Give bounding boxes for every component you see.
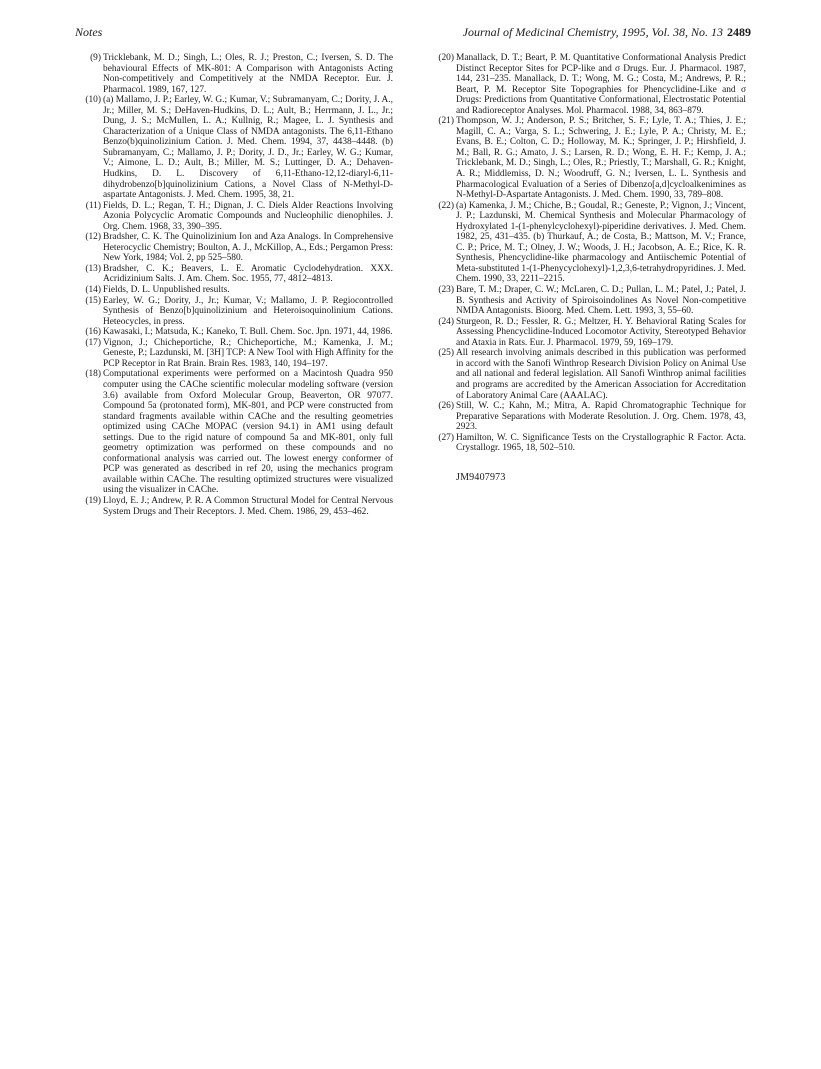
- reference-text: Fields, D. L. Unpublished results.: [103, 285, 230, 296]
- section-label: Notes: [75, 25, 103, 39]
- reference-text: Sturgeon, R. D.; Fessler, R. G.; Meltzer, H. Y. Behavioral Rating Scales for Assessing Phencyclidine-Induced Locomotor Activity, Stereotyped Behavior and Ataxia in Rats. Eur. J. Pharmacol. 1979, 59, 169–179.: [456, 316, 746, 348]
- running-header: [463, 25, 751, 40]
- reference-item: [75, 496, 393, 517]
- reference-number: (10): [85, 95, 101, 106]
- reference-item: [75, 296, 393, 328]
- reference-number: (24): [438, 316, 454, 327]
- reference-number: (11): [85, 200, 101, 211]
- reference-item: [428, 285, 746, 317]
- reference-item: [75, 95, 393, 200]
- reference-number: (23): [438, 285, 454, 296]
- reference-text: Earley, W. G.; Dority, J., Jr.; Kumar, V.; Mallamo, J. P. Regiocontrolled Synthesis of Benzo[b]quinolizinium and Heteroisoquinolinium Cations. Heteocycles, in press.: [103, 295, 393, 327]
- reference-item: [428, 201, 746, 285]
- reference-item: [428, 317, 746, 349]
- reference-text: Fields, D. L.; Regan, T. H.; Dignan, J. C. Diels Alder Reactions Involving Azonia Polycyclic Aromatic Compounds and Nucleophilic dienophiles. J. Org. Chem. 1968, 33, 390–395.: [103, 200, 393, 232]
- reference-number: (18): [85, 369, 101, 380]
- reference-number: (19): [85, 495, 101, 506]
- reference-number: (25): [438, 348, 454, 359]
- reference-item: [75, 327, 393, 338]
- reference-item: [75, 285, 393, 296]
- reference-text: (a) Kamenka, J. M.; Chiche, B.; Goudal, R.; Geneste, P.; Vignon, J.; Vincent, J. P.; Lazdunski, M. Chemical Synthesis and Molecular Pharmacology of Hydroxylated 1-(1-phenylcyclohexyl)-piperidine derivatives. J. Med. Chem. 1982, 25, 431–435. (b) Thurkauf, A.; de Costa, B.; Mattson, M. V.; France, C. P.; Price, M. T.; Olney, J. W.; Woods, J. H.; Jacobson, A. E.; Rice, K. R. Synthesis, Phencyclidine-like pharmacology and Antiischemic Potential of Meta-substituted 1-(1-Phenycyclohexyl)-1,2,3,6-tetrahydropyridines. J. Med. Chem. 1990, 33, 2211–2215.: [456, 200, 746, 285]
- reference-number: (27): [438, 432, 454, 443]
- reference-text: Bradsher, C. K. The Quinolizinium Ion and Aza Analogs. In Comprehensive Heterocyclic Chemistry; Boulton, A. J., McKillop, A., Eds.; Pergamon Press: New York, 1984; Vol. 2, pp 525–580.: [103, 232, 393, 264]
- reference-item: [75, 338, 393, 370]
- page-number: 2489: [727, 25, 751, 39]
- reference-text: Hamilton, W. C. Significance Tests on the Crystallographic R Factor. Acta. Crystallogr. 1965, 18, 502–510.: [456, 432, 746, 454]
- journal-citation: Journal of Medicinal Chemistry, 1995, Vol. 38, No. 13: [462, 25, 723, 39]
- reference-number: (9): [90, 53, 101, 63]
- reference-number: (12): [85, 232, 101, 243]
- manuscript-code: JM9407973: [456, 471, 506, 483]
- reference-number: (22): [438, 200, 454, 211]
- references-left-column: [75, 53, 393, 517]
- reference-number: (16): [85, 327, 101, 338]
- reference-item: [428, 433, 746, 454]
- reference-item: [75, 232, 393, 264]
- reference-item: [75, 264, 393, 285]
- reference-text: Tricklebank, M. D.; Singh, L.; Oles, R. J.; Preston, C.; Iversen, S. D. The behavioural Effects of MK-801: A Comparison with Antagonists Acting Non-competitively and Competitively at the NMDA Receptor. Eur. J. Pharmacol. 1989, 167, 127.: [103, 53, 393, 95]
- reference-text: (a) Mallamo, J. P.; Earley, W. G.; Kumar, V.; Subramanyam, C.; Dority, J. A., Jr.; Miller, M. S.; DeHaven-Hudkins, D. L.; Ault, B.; Herrmann, J. L., Jr.; Dung, J. S.; McMullen, L. A.; Kullnig, R.; Magee, L. J. Synthesis and Characterization of a Unique Class of NMDA antagonists. The 6,11-Ethano Benzo(b)quinolizinium Cation. J. Med. Chem. 1994, 37, 4438–4448. (b) Subramanyam, C.; Mallamo, J. P.; Dority, J. D., Jr.; Earley, W. G.; Kumar, V.; Aimone, L. D.; Ault, B.; Miller, M. S.; Luttinger, D. A.; Dehaven-Hudkins, D. L. Discovery of 6,11-Ethano-12,12-diaryl-6,11-dihydrobenzo[b]quinolizinium Cations, a Novel Class of N-Methyl-D-aspartate Antagonists. J. Med. Chem. 1995, 38, 21.: [103, 95, 393, 201]
- reference-number: (21): [438, 116, 454, 127]
- reference-number: (20): [438, 53, 454, 63]
- references-right-column: [428, 53, 746, 483]
- reference-text: Bare, T. M.; Draper, C. W.; McLaren, C. D.; Pullan, L. M.; Patel, J.; Patel, J. B. Synthesis and Activity of Spiroisoindolines As Novel Non-competitive NMDA Antagonists. Bioorg. Med. Chem. Lett. 1993, 3, 55–60.: [456, 285, 746, 317]
- reference-item: [75, 201, 393, 233]
- reference-text: Computational experiments were performed on a Macintosh Quadra 950 computer using the CAChe scientific molecular modeling software (version 3.6) available from Oxford Molecular Group, Beaverton, OR 97077. Compound 5a (protonated form), MK-801, and PCP were constructed from standard fragments available within CAChe and the resulting geometries optimized using CAChe MOPAC (version 94.1) in AM1 using default settings. Due to the rigid nature of compound 5a and MK-801, only full geometry optimization was performed on these compounds and no conformational analysis was carried out. The lowest energy conformer of PCP was generated as described in ref 20, using the mechanics program available within CAChe. The resulting optimized structures were visualized using the visualizer in CAChe.: [103, 369, 393, 496]
- reference-text: All research involving animals described in this publication was performed in accord with the Sanofi Winthrop Research Division Policy on Animal Use and all national and federal legislation. All Sanofi Winthrop animal facilities and programs are accredited by the American Association for Accreditation of Laboratory Animal Care (AAALAC).: [456, 348, 746, 401]
- reference-number: (17): [85, 337, 101, 348]
- reference-item: [428, 53, 746, 116]
- reference-text: Manallack, D. T.; Beart, P. M. Quantitative Conformational Analysis Predict Distinct Receptor Sites for PCP-like and σ Drugs. Eur. J. Pharmacol. 1987, 144, 231–235. Manallack, D. T.; Wong, M. G.; Costa, M.; Andrews, P. R.; Beart, P. M. Receptor Site Topographies for Phencyclidine-Like and σ Drugs: Predictions from Quantitative Conformational, Electrostatic Potential and Radioreceptor Analyses. Mol. Pharmacol. 1988, 34, 863–879.: [456, 53, 746, 116]
- reference-number: (15): [85, 295, 101, 306]
- reference-text: Kawasaki, I.; Matsuda, K.; Kaneko, T. Bull. Chem. Soc. Jpn. 1971, 44, 1986.: [103, 327, 393, 338]
- reference-text: Bradsher, C. K.; Beavers, L. E. Aromatic Cyclodehydration. XXX. Acridizinium Salts. J. Am. Chem. Soc. 1955, 77, 4812–4813.: [103, 263, 393, 285]
- reference-number: (14): [85, 285, 101, 296]
- reference-text: Vignon, J.; Chicheportiche, R.; Chicheportiche, M.; Kamenka, J. M.; Geneste, P.; Lazdunski, M. [3H] TCP: A New Tool with High Affinity for the PCP Receptor in Rat Brain. Brain Res. 1983, 140, 194–197.: [103, 337, 393, 369]
- reference-number: (13): [85, 263, 101, 274]
- reference-item: [75, 369, 393, 496]
- reference-item: [75, 53, 393, 95]
- reference-text: Still, W. C.; Kahn, M.; Mitra, A. Rapid Chromatographic Technique for Preparative Separations with Moderate Resolution. J. Org. Chem. 1978, 43, 2923.: [456, 401, 746, 433]
- reference-item: [428, 348, 746, 401]
- reference-number: (26): [438, 401, 454, 412]
- reference-text: Thompson, W. J.; Anderson, P. S.; Britcher, S. F.; Lyle, T. A.; Thies, J. E.; Magill, C. A.; Varga, S. L.; Schwering, J. E.; Lyle, P. A.; Christy, M. E.; Evans, B. E.; Colton, C. D.; Holloway, M. K.; Springer, J. P.; Hirshfield, J. M.; Ball, R. G.; Amato, J. S.; Larsen, R. D.; Wong, E. H. F.; Kemp, J. A.; Tricklebank, M. D.; Singh, L.; Oles, R.; Priestly, T.; Marshall, G. R.; Knight, A. R.; Middlemiss, D. N.; Woodruff, G. N.; Iversen, L. L. Synthesis and Pharmacological Evaluation of a Series of Dibenzo[a,d]cycloalkenimines as N-Methyl-D-Aspartate Antagonists. J. Med. Chem. 1990, 33, 789–808.: [456, 116, 746, 201]
- reference-text: Lloyd, E. J.; Andrew, P. R. A Common Structural Model for Central Nervous System Drugs and Their Receptors. J. Med. Chem. 1986, 29, 453–462.: [103, 495, 393, 517]
- reference-item: [428, 116, 746, 200]
- reference-item: [428, 401, 746, 433]
